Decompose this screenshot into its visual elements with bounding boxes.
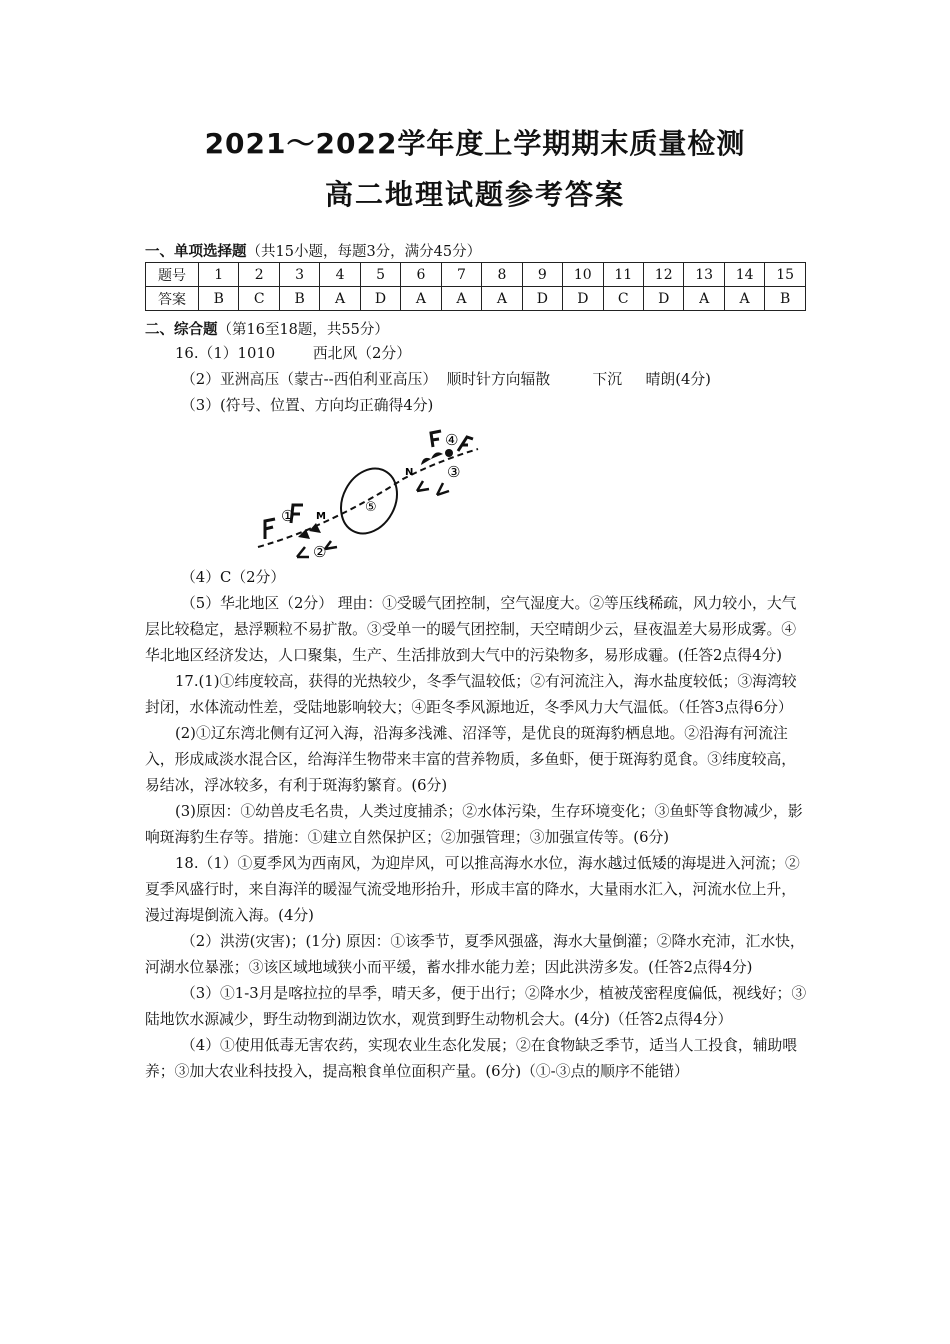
table-cell: 4 [320, 263, 360, 287]
row-label-number: 题号 [146, 263, 199, 287]
table-cell: D [522, 287, 562, 311]
q18-part1: 18.（1）①夏季风为西南风，为迎岸风，可以推高海水水位，海水越过低矮的海堤进入河流；②夏季风盛行时，来自海洋的暖湿气流受地形抬升，形成丰富的降水，大量雨水汇入，河流水位上升，漫过海堤倒流入海。(4分) [145, 855, 800, 924]
label-3: ③ [447, 463, 461, 481]
label-2: ② [313, 543, 327, 561]
wind-barb [431, 431, 441, 447]
q16-part4: （4）C（2分） [181, 569, 286, 586]
table-cell: 3 [279, 263, 319, 287]
front-dot [445, 449, 453, 457]
section2-heading: 二、综合题 [145, 322, 218, 338]
table-cell: 8 [482, 263, 522, 287]
table-cell: A [401, 287, 441, 311]
table-cell: 1 [199, 263, 239, 287]
exam-title: 2021～2022学年度上学期期末质量检测 [204, 127, 746, 160]
wind-barb [325, 541, 337, 549]
answer-table [145, 262, 806, 311]
row-label-answer: 答案 [146, 287, 199, 311]
label-5: ⑤ [365, 500, 377, 515]
table-cell: 2 [239, 263, 279, 287]
table-cell: A [320, 287, 360, 311]
table-cell: 13 [684, 263, 724, 287]
warm-front-symbol [431, 452, 443, 459]
table-cell: 5 [360, 263, 400, 287]
wind-barb [265, 519, 275, 539]
section1-heading-row [145, 240, 481, 261]
table-cell: D [563, 287, 603, 311]
q16-part3: （3）(符号、位置、方向均正确得4分) [181, 397, 434, 414]
table-cell: D [360, 287, 400, 311]
table-cell: 6 [401, 263, 441, 287]
question-number-row [146, 263, 806, 287]
q17-part2: (2)①辽东湾北侧有辽河入海，沿海多浅滩、沼泽等，是优良的斑海豹栖息地。②沿海有河流注入，形成咸淡水混合区，给海洋生物带来丰富的营养物质，多鱼虾，便于斑海豹觅食。③纬度较高，易结冰，浮冰较多，有利于斑海豹繁育。(6分) [145, 725, 797, 794]
table-cell: 7 [441, 263, 481, 287]
answer-row [146, 287, 806, 311]
table-cell: 12 [643, 263, 683, 287]
section2-heading-row [145, 318, 389, 339]
wind-barb [437, 483, 449, 495]
q18-part4: （4）①使用低毒无害农药，实现农业生态化发展；②在食物缺乏季节，适当人工投食，辅助喂养；③加大农业科技投入，提高粮食单位面积产量。(6分)（①-③点的顺序不能错） [145, 1037, 798, 1080]
table-cell: A [441, 287, 481, 311]
table-cell: B [279, 287, 319, 311]
table-cell: D [643, 287, 683, 311]
table-cell: C [603, 287, 643, 311]
q16-part5: （5）华北地区（2分） 理由：①受暖气团控制，空气湿度大。②等压线稀疏，风力较小，大气层比较稳定，悬浮颗粒不易扩散。③受单一的暖气团控制，天空晴朗少云，昼夜温差大易形成雾。④华北地区经济发达，人口聚集，生产、生活排放到大气中的污染物多，易形成霾。(任答2点得4分) [145, 595, 797, 664]
q18-part2: （2）洪涝(灾害)；(1分) 原因：①该季节，夏季风强盛，海水大量倒灌；②降水充沛，汇水快，河湖水位暴涨；③该区域地域狭小而平缓，蓄水排水能力差；因此洪涝多发。(任答2点得4分) [145, 933, 805, 976]
table-cell: 10 [563, 263, 603, 287]
table-cell: A [684, 287, 724, 311]
table-cell: 11 [603, 263, 643, 287]
section1-note: （共15小题，每题3分，满分45分） [246, 244, 482, 260]
table-cell: B [199, 287, 239, 311]
table-cell: 15 [765, 263, 806, 287]
section2-note: （第16至18题，共55分） [217, 322, 389, 338]
label-m: M [316, 511, 326, 522]
table-cell: C [239, 287, 279, 311]
wind-barb [297, 547, 309, 557]
label-n: N [405, 467, 414, 478]
q18-part3: （3）①1-3月是喀拉拉的旱季，晴天多，便于出行；②降水少，植被茂密程度偏低，视线好；③陆地饮水源减少，野生动物到湖边饮水，观赏到野生动物机会大。(4分)（任答2点得4分） [145, 985, 807, 1028]
section1-heading: 一、单项选择题 [145, 244, 247, 260]
table-cell: 9 [522, 263, 562, 287]
table-cell: A [724, 287, 764, 311]
q17-part1: 17.(1)①纬度较高，获得的光热较少，冬季气温较低；②有河流注入，海水盐度较低；③海湾较封闭，水体流动性差，受陆地影响较大；④距冬季风源地近，冬季风力大气温低。（任答3点得6分） [145, 673, 797, 716]
exam-subtitle: 高二地理试题参考答案 [324, 178, 625, 211]
wind-barb [417, 481, 429, 491]
wind-barb [458, 437, 473, 451]
table-cell: B [765, 287, 806, 311]
label-1: ① [281, 507, 295, 525]
q16-part2: （2）亚洲高压（蒙古--西伯利亚高压） 顺时针方向辐散 下沉 晴朗(4分) [181, 371, 711, 388]
q17-part3: (3)原因：①幼兽皮毛名贵，人类过度捕杀；②水体污染，生存环境变化；③鱼虾等食物减少，影响斑海豹生存等。措施：①建立自然保护区；②加强管理；③加强宣传等。(6分) [145, 803, 803, 846]
table-cell: A [482, 287, 522, 311]
q16-part1: 16.（1）1010 西北风（2分） [175, 345, 412, 362]
table-cell: 14 [724, 263, 764, 287]
label-4: ④ [445, 431, 459, 449]
warm-front-symbol [421, 458, 431, 465]
answer-content [145, 341, 808, 1085]
weather-front-diagram [253, 425, 493, 561]
